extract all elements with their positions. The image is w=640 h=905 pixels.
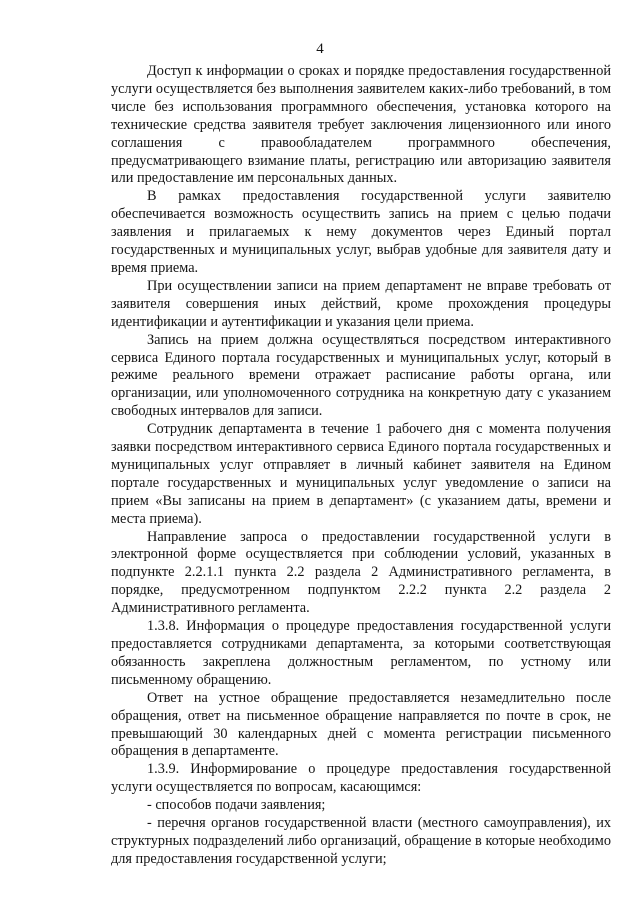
paragraph-electronic-request: Направление запроса о предоставлении государственной услуги в электронной форме осуществляется при соблюдении условий, указанных в подпункте 2.2.1.1 пункта 2.2 раздела 2 Административного регламента, в порядке, предусмотренном подпунктом 2.2.2 пункта 2.2 раздела 2 Административного регламента. [111, 528, 611, 617]
document-body [111, 63, 611, 869]
paragraph-access-info: Доступ к информации о сроках и порядке предоставления государственной услуги осуществляется без выполнения заявителем каких-либо требований, в том числе без использования программного обеспечения, установка которого на технические средства заявителя требует заключения лицензионного или иного соглашения с правообладателем программного обеспечения, предусматривающего взимание платы, регистрацию или авторизацию заявителя или предоставление им персональных данных. [111, 63, 611, 187]
list-item-submission-methods: - способов подачи заявления; [147, 797, 326, 814]
paragraph-booking-requirements: При осуществлении записи на прием департамент не вправе требовать от заявителя совершения иных действий, кроме прохождения процедуры идентификации и аутентификации и указания цели приема. [111, 277, 611, 330]
paragraph-1-3-9: 1.3.9. Информирование о процедуре предоставления государственной услуги осуществляется по вопросам, касающимся: [111, 761, 611, 796]
paragraph-appointment-booking: В рамках предоставления государственной услуги заявителю обеспечивается возможность осуществить запись на прием с целью подачи заявления и прилагаемых к нему документов через Единый портал государственных и муниципальных услуг, выбрав удобные для заявителя дату и время приема. [111, 188, 611, 276]
paragraph-response-terms: Ответ на устное обращение предоставляется незамедлительно после обращения, ответ на письменное обращение направляется по почте в срок, не превышающий 30 календарных дней с момента регистрации письменного обращения в департаменте. [111, 689, 611, 760]
list-item-authorities: - перечня органов государственной власти (местного самоуправления), их структурных подразделений либо организаций, обращение в которые необходимо для предоставления государственной услуги; [111, 815, 611, 867]
page-number: 4 [316, 41, 324, 57]
paragraph-employee-notification: Сотрудник департамента в течение 1 рабочего дня с момента получения заявки посредством интерактивного сервиса Единого портала государственных и муниципальных услуг отправляет в личный кабинет заявителя на Едином портале государственных и муниципальных услуг уведомление о записи на прием «Вы записаны на прием в департамент» (с указанием даты, времени и места приема). [111, 421, 611, 527]
paragraph-1-3-8: 1.3.8. Информация о процедуре предоставления государственной услуги предоставляется сотрудниками департамента, за которыми соответствующая обязанность закреплена должностным регламентом, по устному или письменному обращению. [111, 618, 611, 688]
paragraph-interactive-service: Запись на прием должна осуществляться посредством интерактивного сервиса Единого портала государственных и муниципальных услуг, который в режиме реального времени отражает расписание работы органа, или организации, или уполномоченного сотрудника на конкретную дату с указанием свободных интервалов для записи. [111, 331, 611, 420]
